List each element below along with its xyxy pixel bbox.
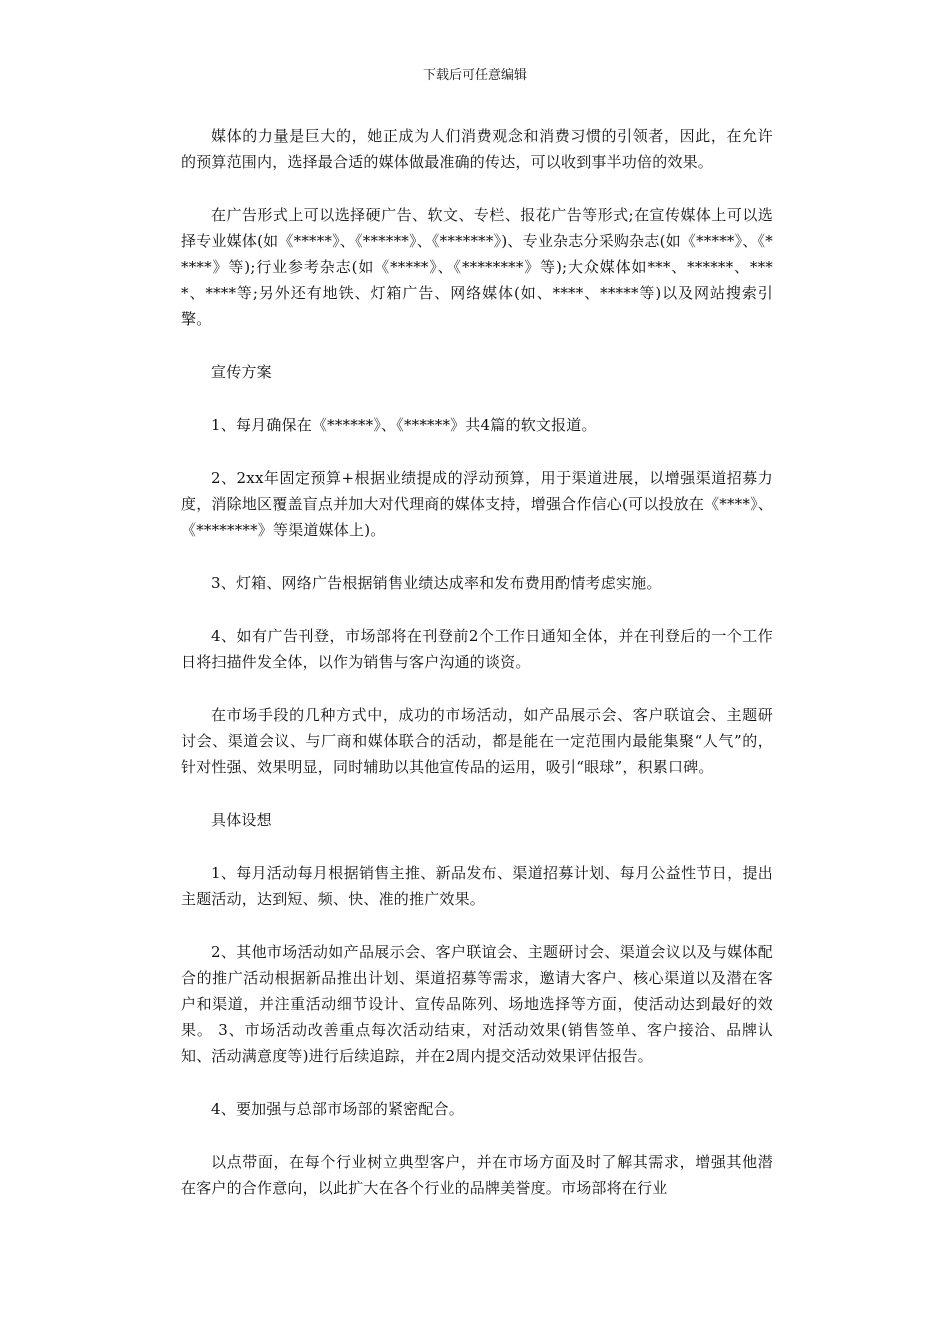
idea-item-2-3: 2、其他市场活动如产品展示会、客户联谊会、主题研讨会、渠道会议以及与媒体配合的推广活动根据新品推出计划、渠道招募等需求，邀请大客户、核心渠道以及潜在客户和渠道，并注重活动细节设计、宣传品陈列、场地选择等方面，使活动达到最好的效果。 3、市场活动改善重点每次活动结束，对活动效果(销售签单、客户接洽、品牌认知、活动满意度等)进行后续追踪，并在2周内提交活动效果评估报告。 <box>181 943 773 1065</box>
paragraph-ad-forms: 在广告形式上可以选择硬广告、软文、专栏、报花广告等形式;在宣传媒体上可以选择专业媒体(如《*****》、《******》、《*******》)、专业杂志分采购杂志(如《*****》、《*****》等);行业参考杂志(如《*****》、《********》等);大众媒体如***、******、****、****等;另外还有地铁、灯箱广告、网络媒体(如、****、*****等)以及网站搜索引擎。 <box>181 206 773 328</box>
paragraph-typical-clients: 以点带面，在每个行业树立典型客户，并在市场方面及时了解其需求，增强其他潜在客户的合作意向，以此扩大在各个行业的品牌美誉度。市场部将在行业 <box>181 1153 773 1197</box>
page-header: 下载后可任意编辑 <box>422 68 527 83</box>
section-heading-promotion-plan: 宣传方案 <box>211 363 272 381</box>
idea-item-1: 1、每月活动每月根据销售主推、新品发布、渠道招募计划、每月公益性节日，提出主题活动，达到短、频、快、准的推广效果。 <box>181 864 773 908</box>
list-item-3: 3、灯箱、网络广告根据销售业绩达成率和发布费用酌情考虑实施。 <box>211 574 662 592</box>
list-item-4: 4、如有广告刊登，市场部将在刊登前2个工作日通知全体，并在刊登后的一个工作日将扫描件发全体，以作为销售与客户沟通的谈资。 <box>181 627 773 671</box>
idea-item-4: 4、要加强与总部市场部的紧密配合。 <box>211 1100 464 1118</box>
document-body <box>181 123 773 1228</box>
paragraph-media-power: 媒体的力量是巨大的，她正成为人们消费观念和消费习惯的引领者，因此，在允许的预算范围内，选择最合适的媒体做最准确的传达，可以收到事半功倍的效果。 <box>181 127 773 171</box>
list-item-1: 1、每月确保在《******》、《******》共4篇的软文报道。 <box>211 416 597 434</box>
list-item-2: 2、2xx年固定预算+根据业绩提成的浮动预算，用于渠道进展，以增强渠道招募力度，消除地区覆盖盲点并加大对代理商的媒体支持，增强合作信心(可以投放在《****》、《********》等渠道媒体上)。 <box>181 469 773 539</box>
paragraph-market-activities: 在市场手段的几种方式中，成功的市场活动，如产品展示会、客户联谊会、主题研讨会、渠道会议、与厂商和媒体联合的活动，都是能在一定范围内最能集聚“人气”的，针对性强、效果明显，同时辅助以其他宣传品的运用，吸引“眼球”，积累口碑。 <box>181 706 773 776</box>
section-heading-specific-ideas: 具体设想 <box>211 811 272 829</box>
